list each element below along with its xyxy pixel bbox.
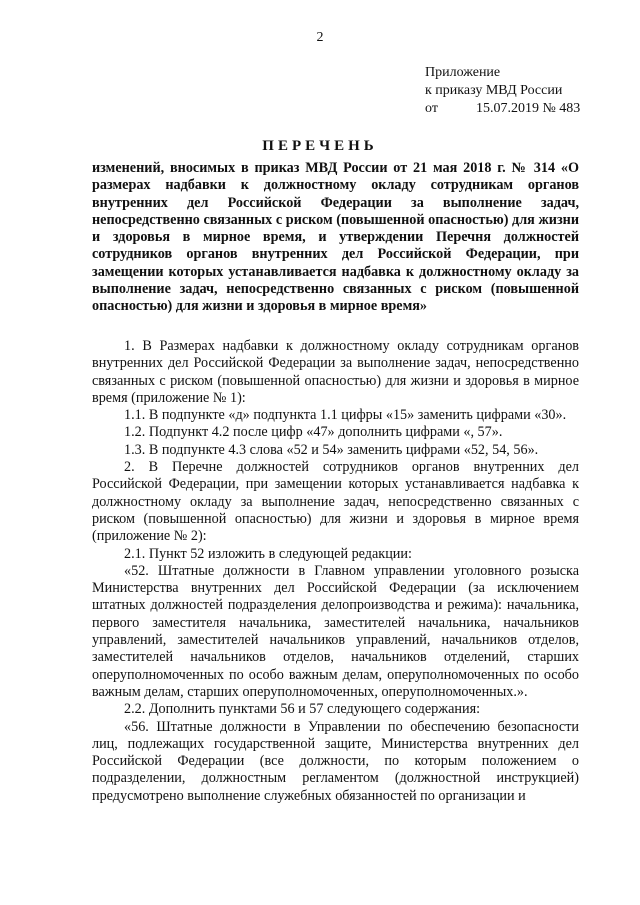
document-body [92,338,579,805]
appendix-date-prefix: от [425,101,438,116]
document-title: ПЕРЕЧЕНЬ [262,138,378,154]
paragraph-1-1: 1.1. В подпункте «д» подпункта 1.1 цифры «15» заменить цифрами «30». [124,407,567,424]
paragraph-1-3: 1.3. В подпункте 4.3 слова «52 и 54» заменить цифрами «52, 54, 56». [124,441,539,458]
document-subtitle: изменений, вносимых в приказ МВД России от 21 мая 2018 г. № 314 «О размерах надбавки к должностному окладу сотрудникам органов внутренних дел Российской Федерации за выполнение задач, непосредственно связанных с риском (повышенной опасностью) для жизни и здоровья в мирное время, и утверждении Перечня должностей сотрудников органов внутренних дел Российской Федерации, при замещении которых устанавливается надбавка к должностному окладу за выполнение задач, непосредственно связанных с риском (повышенной опасностью) для жизни и здоровья в мирное время» [92,160,579,315]
paragraph-2-2: 2.2. Дополнить пунктами 56 и 57 следующего содержания: [124,701,481,718]
appendix-order-ref: к приказу МВД России [425,83,563,98]
paragraph-2-1: 2.1. Пункт 52 изложить в следующей редакции: [124,545,412,562]
paragraph-1-2: 1.2. Подпункт 4.2 после цифр «47» дополнить цифрами «, 57». [124,424,503,441]
paragraph-52-quote: «52. Штатные должности в Главном управлении уголовного розыска Министерства внутренних дел Российской Федерации (за исключением штатных должностей подразделения делопроизводства и режима): начальника, первого заместителя начальника, заместителей начальника, начальников управлений, заместителей начальников управлений, начальников отделов, заместителей начальников отделов, начальников отделений, старших оперуполномоченных по особо важным делам, оперуполномоченных по особо важным делам, старших оперуполномоченных, оперуполномоченных.». [92,562,579,700]
appendix-date: 15.07.2019 [475,101,539,116]
appendix-label: Приложение [425,65,501,80]
paragraph-2: 2. В Перечне должностей сотрудников органов внутренних дел Российской Федерации, при замещении которых устанавливается надбавка к должностному окладу за выполнение задач, непосредственно связанных с риском (повышенной опасностью) для жизни и здоровья в мирное время (приложение № 2): [92,459,579,545]
appendix-number: № 483 [542,101,581,116]
paragraph-1: 1. В Размерах надбавки к должностному окладу сотрудникам органов внутренних дел Российской Федерации за выполнение задач, непосредственно связанных с риском (повышенной опасностью) для жизни и здоровья в мирное время (приложение № 1): [92,338,579,406]
paragraph-56-quote: «56. Штатные должности в Управлении по обеспечению безопасности лиц, подлежащих государственной защите, Министерства внутренних дел Российской Федерации (все должности, по которым положением о подразделении, должностным регламентом (должностной инструкцией) предусмотрено выполнение служебных обязанностей по организации и [92,718,579,804]
appendix-date-line [425,100,580,118]
page-number: 2 [316,30,324,45]
appendix-block [425,64,580,118]
